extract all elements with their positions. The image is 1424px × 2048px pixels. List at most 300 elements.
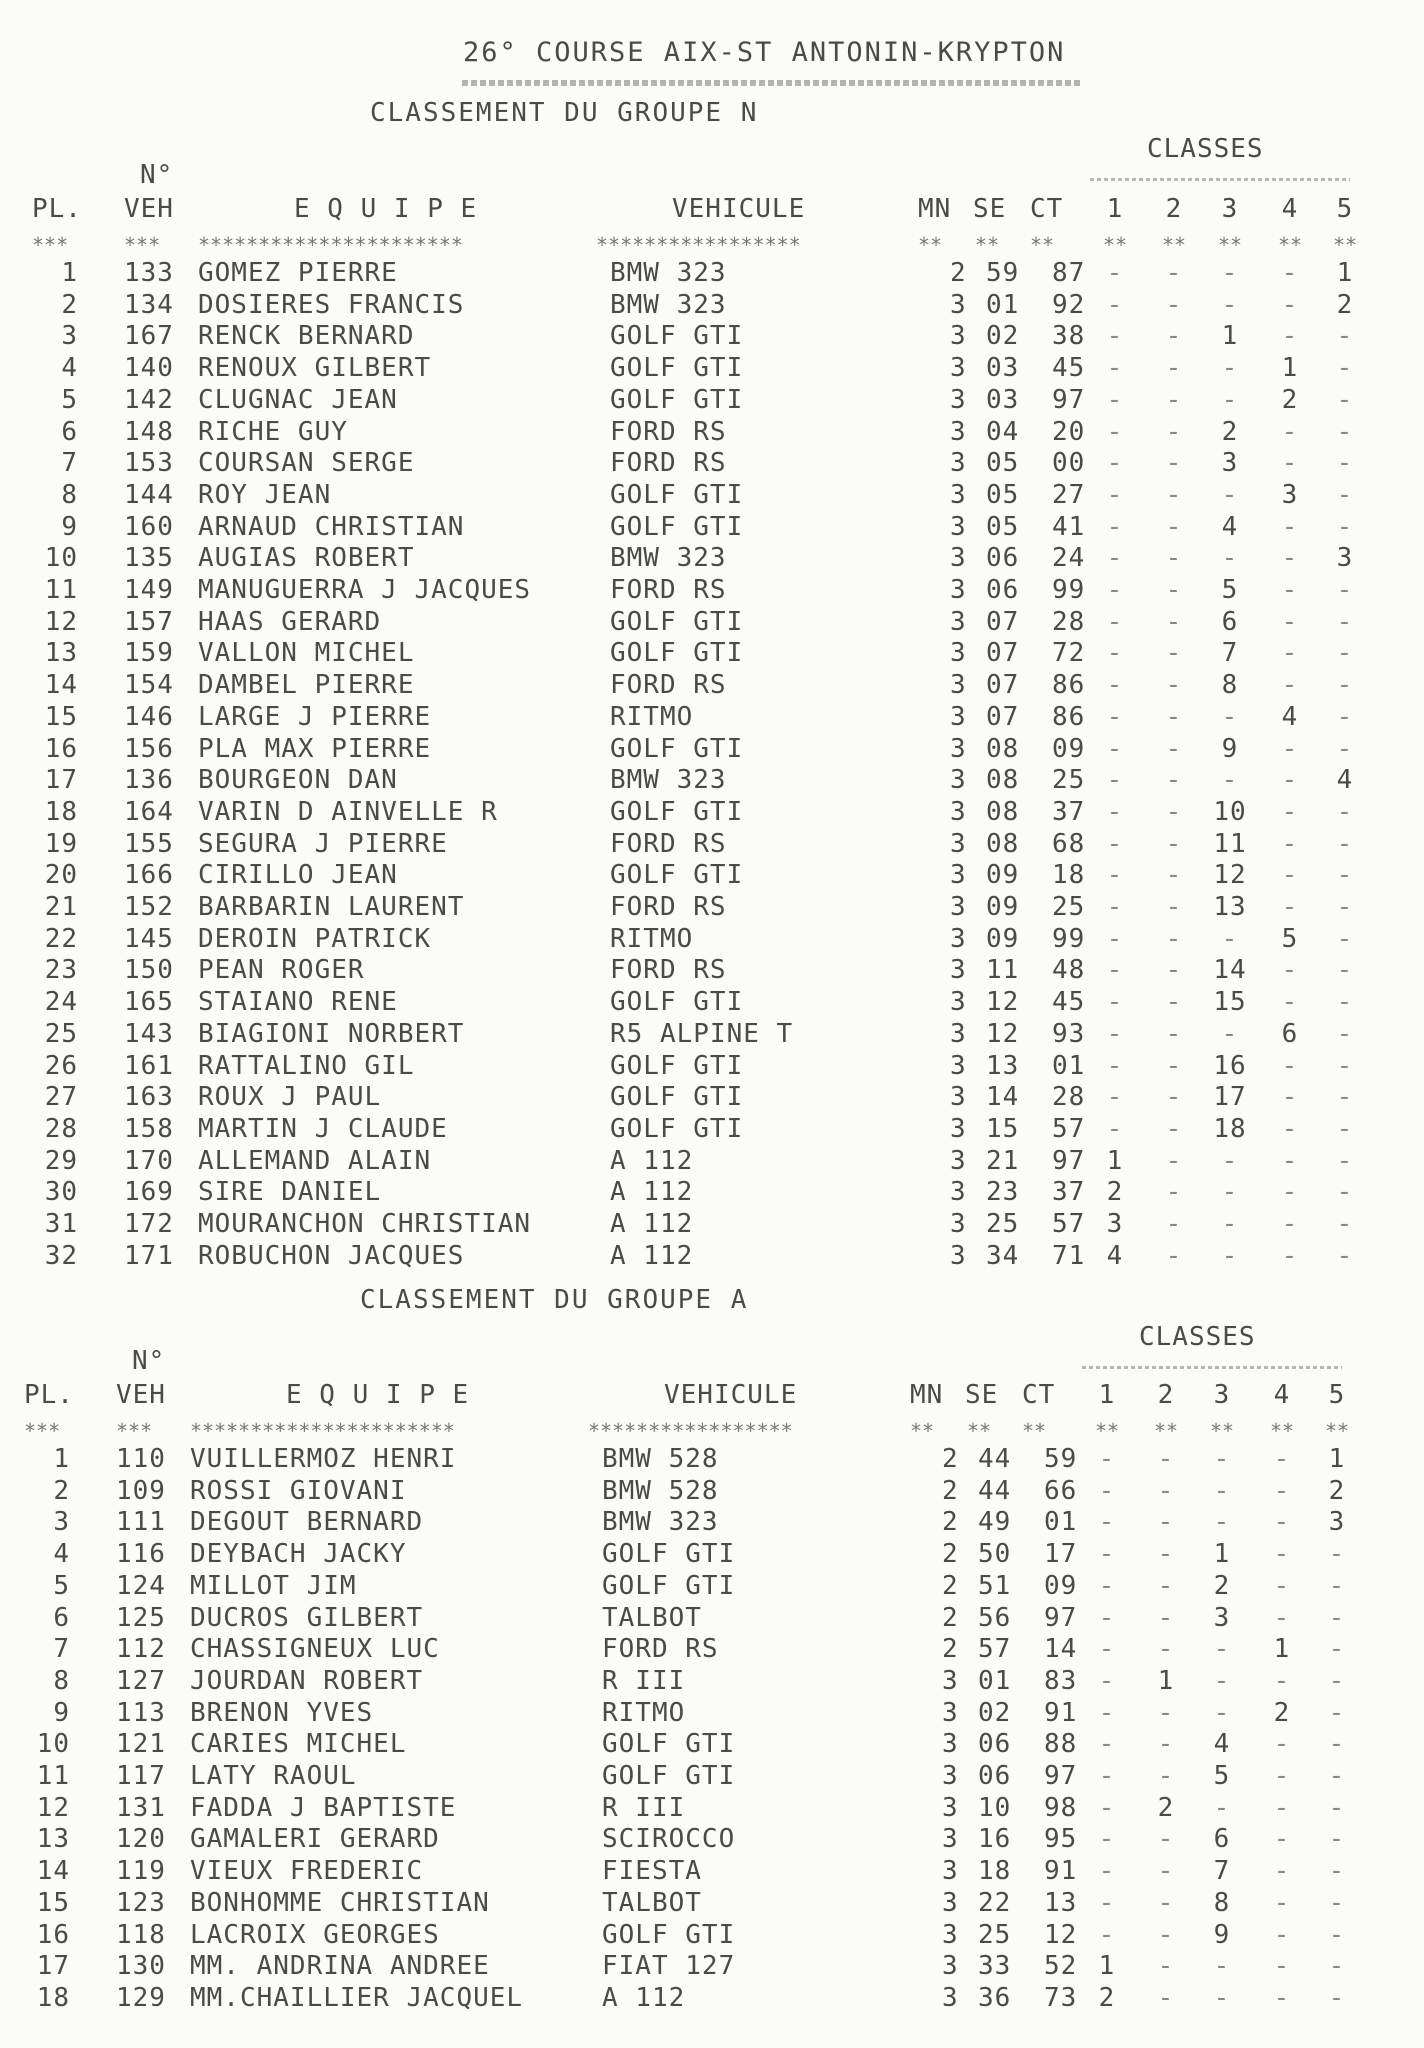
row-minutes: 3 — [950, 1177, 967, 1208]
row-vehicle: RITMO — [610, 923, 694, 954]
row-class-3: 10 — [1213, 796, 1247, 827]
header-se: SE — [965, 1380, 999, 1410]
row-vehicle: FORD RS — [610, 575, 727, 605]
number-sign: N° — [140, 160, 174, 190]
row-minutes: 3 — [942, 1729, 959, 1760]
row-class-3: - — [1221, 1145, 1239, 1176]
row-seconds: 01 — [978, 1665, 1012, 1696]
row-class-3: 17 — [1213, 1082, 1247, 1113]
row-class-1: - — [1106, 892, 1124, 922]
row-vehicle-number: 135 — [124, 543, 174, 574]
row-minutes: 3 — [942, 1665, 959, 1696]
row-team: MM. ANDRINA ANDREE — [190, 1951, 490, 1982]
row-class-1: - — [1098, 1665, 1116, 1696]
row-class-5: 2 — [1336, 289, 1354, 320]
row-minutes: 2 — [942, 1507, 959, 1538]
row-team: LARGE J PIERRE — [198, 701, 432, 732]
row-team: MOURANCHON CHRISTIAN — [198, 1209, 532, 1239]
header-class-5: 5 — [1328, 1380, 1346, 1410]
row-class-2: - — [1165, 733, 1183, 764]
row-vehicle: GOLF GTI — [610, 479, 744, 510]
stars-vehicule: ***************** — [588, 1419, 793, 1443]
row-vehicle-number: 171 — [124, 1240, 174, 1271]
row-vehicle-number: 125 — [116, 1602, 166, 1633]
row-class-2: - — [1165, 1177, 1183, 1208]
row-seconds: 10 — [978, 1792, 1012, 1823]
row-class-2: - — [1165, 479, 1183, 510]
row-place: 21 — [44, 892, 78, 922]
row-hundredths: 98 — [1044, 1792, 1078, 1823]
row-class-5: - — [1336, 1113, 1354, 1144]
row-place: 2 — [53, 1475, 70, 1506]
row-vehicle-number: 145 — [124, 923, 174, 954]
row-minutes: 3 — [942, 1792, 959, 1823]
row-class-2: - — [1165, 353, 1183, 384]
header-class-3: 3 — [1221, 194, 1239, 224]
row-class-5: - — [1328, 1951, 1346, 1982]
row-vehicle-number: 110 — [116, 1444, 166, 1474]
row-class-5: - — [1336, 955, 1354, 986]
row-class-4: - — [1281, 258, 1299, 288]
row-vehicle-number: 130 — [116, 1951, 166, 1982]
row-class-5: - — [1336, 606, 1354, 637]
stars-class-4: ** — [1277, 233, 1303, 257]
row-vehicle-number: 156 — [124, 733, 174, 764]
row-place: 25 — [44, 1018, 78, 1049]
row-class-4: - — [1273, 1887, 1291, 1918]
row-vehicle-number: 140 — [124, 353, 174, 384]
row-vehicle-number: 157 — [124, 606, 174, 637]
row-seconds: 07 — [986, 670, 1020, 701]
row-place: 5 — [61, 384, 78, 415]
row-class-1: - — [1098, 1570, 1116, 1601]
row-class-2: - — [1157, 1444, 1175, 1474]
row-vehicle: GOLF GTI — [602, 1919, 736, 1950]
stars-vehicule: ***************** — [596, 233, 801, 257]
row-class-5: - — [1336, 479, 1354, 510]
row-class-4: - — [1281, 606, 1299, 637]
row-class-4: - — [1273, 1507, 1291, 1538]
group-heading: CLASSEMENT DU GROUPE A — [360, 1285, 749, 1315]
header-veh: VEH — [116, 1380, 166, 1410]
row-class-2: - — [1165, 543, 1183, 574]
row-hundredths: 28 — [1052, 1082, 1086, 1113]
row-minutes: 3 — [942, 1856, 959, 1887]
row-seconds: 06 — [986, 575, 1020, 605]
row-class-3: - — [1221, 923, 1239, 954]
row-place: 15 — [36, 1887, 70, 1918]
row-vehicle-number: 112 — [116, 1634, 166, 1665]
row-team: JOURDAN ROBERT — [190, 1665, 424, 1696]
row-vehicle: FORD RS — [610, 448, 727, 479]
row-vehicle: GOLF GTI — [610, 638, 744, 669]
row-minutes: 3 — [942, 1951, 959, 1982]
row-class-1: - — [1098, 1697, 1116, 1728]
row-team: BARBARIN LAURENT — [198, 892, 465, 922]
row-minutes: 3 — [950, 416, 967, 447]
row-team: DAMBEL PIERRE — [198, 670, 415, 701]
row-hundredths: 59 — [1044, 1444, 1078, 1474]
title-underline — [462, 80, 1082, 86]
row-class-4: - — [1281, 733, 1299, 764]
row-class-3: 2 — [1221, 416, 1239, 447]
row-seconds: 01 — [986, 289, 1020, 320]
row-class-2: - — [1165, 575, 1183, 605]
stars-class-1: ** — [1102, 233, 1128, 257]
row-vehicle: GOLF GTI — [602, 1761, 736, 1791]
row-vehicle: BMW 528 — [602, 1444, 719, 1474]
row-vehicle-number: 166 — [124, 860, 174, 891]
header-equipe: E Q U I P E — [286, 1380, 470, 1410]
row-vehicle: BMW 323 — [610, 289, 727, 320]
row-minutes: 3 — [950, 860, 967, 891]
row-seconds: 08 — [986, 828, 1020, 859]
row-class-3: - — [1221, 289, 1239, 320]
row-place: 30 — [44, 1177, 78, 1208]
row-class-4: - — [1281, 289, 1299, 320]
stars-veh: *** — [124, 233, 161, 257]
row-seconds: 12 — [986, 987, 1020, 1018]
row-seconds: 04 — [986, 416, 1020, 447]
row-class-4: - — [1281, 892, 1299, 922]
row-class-1: - — [1106, 479, 1124, 510]
row-team: ROSSI GIOVANI — [190, 1475, 407, 1506]
row-class-2: - — [1165, 258, 1183, 288]
row-class-1: 3 — [1106, 1209, 1124, 1239]
row-class-2: - — [1157, 1951, 1175, 1982]
row-hundredths: 83 — [1044, 1665, 1078, 1696]
row-hundredths: 68 — [1052, 828, 1086, 859]
row-place: 12 — [44, 606, 78, 637]
row-class-5: 4 — [1336, 765, 1354, 796]
row-vehicle-number: 133 — [124, 258, 174, 288]
row-place: 4 — [53, 1539, 70, 1570]
row-class-5: - — [1328, 1887, 1346, 1918]
row-class-4: 1 — [1273, 1634, 1291, 1665]
row-hundredths: 09 — [1052, 733, 1086, 764]
row-class-5: - — [1336, 1082, 1354, 1113]
row-class-3: - — [1213, 1444, 1231, 1474]
header-class-1: 1 — [1098, 1380, 1116, 1410]
row-class-2: - — [1165, 448, 1183, 479]
row-team: DOSIERES FRANCIS — [198, 289, 465, 320]
row-hundredths: 01 — [1044, 1507, 1078, 1538]
row-minutes: 3 — [950, 511, 967, 542]
row-class-5: - — [1336, 638, 1354, 669]
row-team: ROBUCHON JACQUES — [198, 1240, 465, 1271]
row-class-2: - — [1165, 923, 1183, 954]
row-class-1: - — [1106, 606, 1124, 637]
row-seconds: 22 — [978, 1887, 1012, 1918]
row-hundredths: 37 — [1052, 796, 1086, 827]
row-minutes: 3 — [950, 701, 967, 732]
row-class-2: - — [1157, 1570, 1175, 1601]
row-class-5: - — [1336, 923, 1354, 954]
row-vehicle-number: 169 — [124, 1177, 174, 1208]
row-class-5: - — [1336, 416, 1354, 447]
row-class-4: - — [1273, 1475, 1291, 1506]
row-hundredths: 01 — [1052, 1050, 1086, 1081]
row-class-4: - — [1281, 1082, 1299, 1113]
row-vehicle-number: 136 — [124, 765, 174, 796]
row-class-3: 4 — [1213, 1729, 1231, 1760]
row-class-5: - — [1328, 1602, 1346, 1633]
row-vehicle: FORD RS — [602, 1634, 719, 1665]
row-minutes: 2 — [942, 1570, 959, 1601]
row-class-3: 1 — [1221, 321, 1239, 352]
row-class-3: 3 — [1221, 448, 1239, 479]
row-team: PLA MAX PIERRE — [198, 733, 432, 764]
row-place: 8 — [61, 479, 78, 510]
stars-class-4: ** — [1269, 1419, 1295, 1443]
row-class-3: 12 — [1213, 860, 1247, 891]
header-mn: MN — [910, 1380, 944, 1410]
row-vehicle: GOLF GTI — [602, 1729, 736, 1760]
row-vehicle: GOLF GTI — [610, 353, 744, 384]
row-seconds: 16 — [978, 1824, 1012, 1855]
row-hundredths: 97 — [1044, 1602, 1078, 1633]
row-class-4: - — [1281, 987, 1299, 1018]
classes-label: CLASSES — [1147, 134, 1264, 164]
row-minutes: 2 — [942, 1444, 959, 1474]
row-class-4: - — [1273, 1570, 1291, 1601]
row-hundredths: 09 — [1044, 1570, 1078, 1601]
row-hundredths: 18 — [1052, 860, 1086, 891]
row-place: 13 — [36, 1824, 70, 1855]
row-class-4: - — [1281, 638, 1299, 669]
row-class-5: - — [1328, 1570, 1346, 1601]
row-seconds: 21 — [986, 1145, 1020, 1176]
row-place: 9 — [53, 1697, 70, 1728]
row-class-3: - — [1221, 353, 1239, 384]
row-class-5: - — [1328, 1665, 1346, 1696]
row-place: 22 — [44, 923, 78, 954]
row-class-1: - — [1098, 1887, 1116, 1918]
row-class-5: - — [1336, 1177, 1354, 1208]
row-class-4: - — [1281, 765, 1299, 796]
row-vehicle-number: 109 — [116, 1475, 166, 1506]
row-hundredths: 95 — [1044, 1824, 1078, 1855]
row-class-1: - — [1098, 1507, 1116, 1538]
row-class-5: - — [1336, 1209, 1354, 1239]
row-minutes: 3 — [950, 828, 967, 859]
row-place: 28 — [44, 1113, 78, 1144]
row-class-3: 7 — [1213, 1856, 1231, 1887]
row-class-1: - — [1106, 701, 1124, 732]
row-team: SIRE DANIEL — [198, 1177, 382, 1208]
row-vehicle-number: 119 — [116, 1856, 166, 1887]
row-class-1: - — [1098, 1539, 1116, 1570]
row-vehicle: GOLF GTI — [610, 733, 744, 764]
row-place: 19 — [44, 828, 78, 859]
row-class-5: 3 — [1336, 543, 1354, 574]
row-vehicle-number: 160 — [124, 511, 174, 542]
row-vehicle: GOLF GTI — [610, 1050, 744, 1081]
row-minutes: 3 — [950, 384, 967, 415]
row-seconds: 59 — [986, 258, 1020, 288]
row-minutes: 3 — [950, 1113, 967, 1144]
row-vehicle: GOLF GTI — [610, 511, 744, 542]
row-class-5: - — [1328, 1856, 1346, 1887]
row-minutes: 3 — [942, 1982, 959, 2013]
row-seconds: 18 — [978, 1856, 1012, 1887]
stars-pl: *** — [24, 1419, 61, 1443]
row-place: 31 — [44, 1209, 78, 1239]
row-class-2: - — [1165, 1018, 1183, 1049]
row-class-3: - — [1221, 479, 1239, 510]
row-class-5: - — [1336, 1018, 1354, 1049]
stars-veh: *** — [116, 1419, 153, 1443]
row-class-1: - — [1106, 353, 1124, 384]
row-hundredths: 25 — [1052, 765, 1086, 796]
row-class-1: - — [1098, 1444, 1116, 1474]
row-class-2: - — [1157, 1634, 1175, 1665]
row-class-5: - — [1328, 1982, 1346, 2013]
row-class-3: 8 — [1213, 1887, 1231, 1918]
row-class-4: 3 — [1281, 479, 1299, 510]
row-class-4: - — [1273, 1792, 1291, 1823]
row-vehicle: FORD RS — [610, 416, 727, 447]
row-minutes: 3 — [950, 1209, 967, 1239]
row-place: 20 — [44, 860, 78, 891]
row-class-1: 2 — [1098, 1982, 1116, 2013]
row-seconds: 13 — [986, 1050, 1020, 1081]
row-team: RICHE GUY — [198, 416, 348, 447]
row-class-1: 4 — [1106, 1240, 1124, 1271]
row-vehicle: FIESTA — [602, 1856, 702, 1887]
header-class-2: 2 — [1165, 194, 1183, 224]
row-class-2: - — [1157, 1539, 1175, 1570]
row-class-2: - — [1165, 670, 1183, 701]
row-class-3: 9 — [1213, 1919, 1231, 1950]
row-place: 11 — [36, 1761, 70, 1791]
row-minutes: 3 — [950, 638, 967, 669]
row-minutes: 3 — [950, 1018, 967, 1049]
group-heading: CLASSEMENT DU GROUPE N — [370, 98, 759, 128]
row-hundredths: 12 — [1044, 1919, 1078, 1950]
stars-se: ** — [975, 233, 1000, 257]
row-class-1: - — [1106, 289, 1124, 320]
row-class-4: - — [1281, 1145, 1299, 1176]
row-seconds: 05 — [986, 511, 1020, 542]
row-class-5: - — [1336, 987, 1354, 1018]
row-vehicle-number: 154 — [124, 670, 174, 701]
row-seconds: 08 — [986, 733, 1020, 764]
row-place: 9 — [61, 511, 78, 542]
row-class-1: - — [1106, 796, 1124, 827]
row-vehicle-number: 142 — [124, 384, 174, 415]
row-hundredths: 45 — [1052, 987, 1086, 1018]
stars-class-2: ** — [1161, 233, 1187, 257]
row-class-1: 2 — [1106, 1177, 1124, 1208]
row-class-2: 2 — [1157, 1792, 1175, 1823]
row-vehicle-number: 127 — [116, 1665, 166, 1696]
row-place: 23 — [44, 955, 78, 986]
row-team: RATTALINO GIL — [198, 1050, 415, 1081]
row-hundredths: 28 — [1052, 606, 1086, 637]
row-class-5: - — [1336, 511, 1354, 542]
row-class-1: - — [1106, 575, 1124, 605]
row-class-3: - — [1213, 1697, 1231, 1728]
row-class-3: - — [1221, 384, 1239, 415]
row-class-2: - — [1165, 511, 1183, 542]
row-class-2: - — [1165, 416, 1183, 447]
row-vehicle-number: 116 — [116, 1539, 166, 1570]
row-class-5: - — [1328, 1634, 1346, 1665]
row-vehicle-number: 170 — [124, 1145, 174, 1176]
row-seconds: 02 — [978, 1697, 1012, 1728]
header-vehicule: VEHICULE — [664, 1380, 798, 1410]
row-vehicle: RITMO — [610, 701, 694, 732]
row-class-4: - — [1273, 1729, 1291, 1760]
row-team: ALLEMAND ALAIN — [198, 1145, 432, 1176]
row-team: STAIANO RENE — [198, 987, 398, 1018]
row-seconds: 56 — [978, 1602, 1012, 1633]
row-minutes: 2 — [942, 1602, 959, 1633]
row-class-1: - — [1106, 765, 1124, 796]
header-mn: MN — [918, 194, 952, 224]
row-vehicle-number: 163 — [124, 1082, 174, 1113]
row-team: MANUGUERRA J JACQUES — [198, 575, 532, 605]
row-hundredths: 97 — [1052, 1145, 1086, 1176]
row-class-1: - — [1106, 543, 1124, 574]
row-class-3: - — [1213, 1665, 1231, 1696]
row-class-1: - — [1106, 828, 1124, 859]
row-seconds: 25 — [978, 1919, 1012, 1950]
number-sign: N° — [132, 1346, 166, 1376]
row-vehicle-number: 158 — [124, 1113, 174, 1144]
row-seconds: 23 — [986, 1177, 1020, 1208]
row-minutes: 2 — [942, 1539, 959, 1570]
row-team: BRENON YVES — [190, 1697, 374, 1728]
row-class-4: 2 — [1273, 1697, 1291, 1728]
row-class-2: - — [1165, 606, 1183, 637]
row-class-4: - — [1281, 1240, 1299, 1271]
row-class-3: 16 — [1213, 1050, 1247, 1081]
header-class-4: 4 — [1281, 194, 1299, 224]
row-vehicle-number: 120 — [116, 1824, 166, 1855]
row-seconds: 07 — [986, 701, 1020, 732]
row-class-3: 5 — [1213, 1761, 1231, 1791]
row-class-1: - — [1106, 416, 1124, 447]
row-seconds: 09 — [986, 892, 1020, 922]
row-team: RENCK BERNARD — [198, 321, 415, 352]
row-minutes: 3 — [950, 448, 967, 479]
row-class-5: - — [1336, 733, 1354, 764]
row-place: 14 — [44, 670, 78, 701]
row-team: GOMEZ PIERRE — [198, 258, 398, 288]
stars-class-1: ** — [1094, 1419, 1120, 1443]
row-class-1: - — [1106, 1082, 1124, 1113]
row-seconds: 03 — [986, 353, 1020, 384]
row-vehicle-number: 172 — [124, 1209, 174, 1239]
row-seconds: 06 — [986, 543, 1020, 574]
row-class-5: - — [1336, 892, 1354, 922]
row-seconds: 02 — [986, 321, 1020, 352]
row-class-3: - — [1221, 1018, 1239, 1049]
row-minutes: 3 — [950, 1050, 967, 1081]
row-class-5: 3 — [1328, 1507, 1346, 1538]
row-place: 7 — [61, 448, 78, 479]
stars-equipe: ********************** — [198, 233, 463, 257]
row-minutes: 3 — [950, 670, 967, 701]
row-class-1: - — [1106, 733, 1124, 764]
row-class-1: - — [1098, 1729, 1116, 1760]
row-class-3: 8 — [1221, 670, 1239, 701]
row-seconds: 11 — [986, 955, 1020, 986]
row-vehicle: R III — [602, 1665, 686, 1696]
row-hundredths: 13 — [1044, 1887, 1078, 1918]
